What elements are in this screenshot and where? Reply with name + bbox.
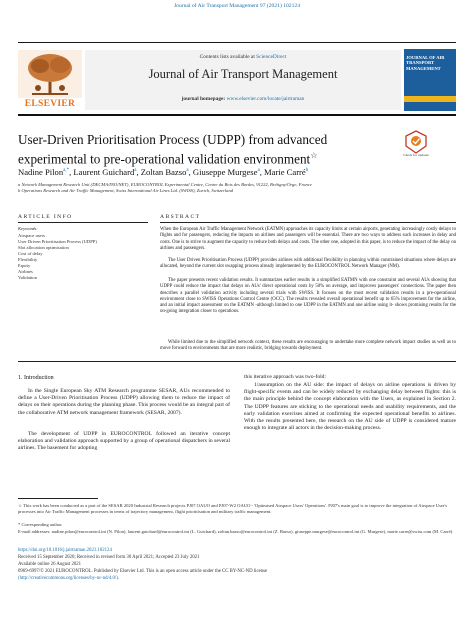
abstract-bottom-rule	[18, 361, 456, 362]
keyword: Airspace users	[18, 233, 45, 238]
license-url[interactable]: (http://creativecommons.org/licenses/by-nc-nd/4.0/).	[18, 576, 120, 581]
keyword: Validation	[18, 275, 37, 280]
homepage-prefix: journal homepage:	[181, 96, 227, 102]
publisher-wordmark[interactable]: ELSEVIER	[24, 99, 76, 109]
author-affiliation-mark: a	[186, 168, 189, 174]
abstract-paragraph: The User Driven Prioritisation Process (UDPP) provides airlines with additional flexibility in planning within constrained situations where delays are allocated, beyond the current slot swapping process already implemented by the EUROCONTROL Network Manager (NM).	[160, 258, 456, 270]
author-name[interactable]: Giuseppe Murgese	[192, 167, 258, 177]
keyword: Airlines	[18, 269, 33, 274]
footnote-rule	[18, 498, 98, 499]
elsevier-tree-logo	[18, 50, 82, 106]
abstract-paragraph: The paper presents recent validation results. It summarizes earlier results in a simplified EATMN with one constraint and several AUs showing that UDPP could reduce the impact that delays on AUs' direct operational costs by 50% on average, and improves passengers' connections. The paper then describes a parallel validation activity including several trials with SWISS. It focuses on the most recent validation results in a pre-operational environment close to SWISS Operations Control Centre (OCC). The results revealed overall operational benefit up to 65% improvement for the airline, and an initial impact assessment on the EATMN -although limited to one UDPP in the EATMN and one airline using it- shows promising results for the on-going integration closer to operations.	[160, 278, 456, 315]
doi-link	[18, 548, 456, 555]
issn-copyright: 0969-6997/© 2021 EUROCONTROL. Published by Elsevier Ltd. This is an open access article under the CC BY-NC-ND license	[18, 569, 268, 574]
cover-stripe	[404, 96, 456, 102]
body-paragraph: this iterative approach was two-fold:	[244, 374, 327, 380]
received-dates: Received 15 September 2020; Received in revised form 30 April 2021; Accepted 23 July 2021	[18, 555, 200, 560]
contents-line	[85, 54, 401, 60]
body-paragraph: 1/assumption on the AU side: the impact of delays on airline operations is driven by flight-specific events and can be widely reduced by exchanging delay between flights: this is the main principle behind the concept elaboration with the Users, as explained in Section 2. The UDPP features are sticking to the operational needs and usability requirements, and the early validation exercises aimed at confirming the expected operational benefits to airlines. With the results presented here, the research on the AU side of UDPP is considered mature enough to integrate all actors in the decision-making process.	[244, 382, 456, 432]
contents-prefix: Contents lists available at	[199, 54, 257, 60]
title-footnote: ☆ This work has been conducted as a part of the SESAR 2020 Industrial Research projects PJ07 OAUO and PJ07-W2 OAUO - 'Optimised Airspace Users' Operations'. PJ07's main goal is to improve the integration of Airspace User's processes into Air Traffic Management processes in terms of trajectory management, flight prioritisation and military traffic management.	[18, 503, 448, 514]
corresponding-author-note: * Corresponding author.	[18, 522, 63, 527]
journal-title: Journal of Air Transport Management	[148, 67, 338, 81]
keyword: User Driven Prioritisation Process (UDPP)	[18, 239, 97, 244]
author-list: Nadine Pilon$^{a,*}$, Laurent Guichard$^a$, Zoltan Bazso$^a$, Giuseppe Murgese$^a$, Marie Carré$^b$	[18, 167, 309, 177]
body-paragraph: In the Single European Sky ATM Research programme SESAR, AUs recommended to define a User-Driven Prioritisation Process (UDPP) allowing them to reduce the impact of delays on their operations during the planning phase. This process would be an integral part of the collaborative ATM network management framework (SESAR, 2007).	[18, 388, 230, 416]
keywords-label: Keywords:	[18, 226, 38, 231]
header-bottom-rule	[18, 114, 456, 116]
article-info-rule	[18, 222, 148, 223]
author-affiliation-mark: a	[134, 168, 137, 174]
keyword: Cost of delay	[18, 251, 43, 256]
article-title	[18, 132, 388, 167]
homepage-link[interactable]: www.elsevier.com/locate/jairtraman	[226, 96, 305, 102]
email-addresses[interactable]: E-mail addresses: nadine.pilon@eurocontrol.int (N. Pilon), laurent.guichard@eurocontrol.int (L. Guichard), zoltan.bazso@eurocontrol.int (Z. Bazso), giuseppe.murgese@eurocontrol.int (G. Murgese), marie.carre@swiss.com (M. Carré).	[18, 529, 454, 534]
abstract-rule	[160, 222, 456, 223]
author-affiliation-mark: a,*	[63, 168, 70, 174]
author-name[interactable]: Marie Carré	[263, 167, 306, 177]
keyword: Equity	[18, 263, 31, 268]
title-footnote-star[interactable]: ☆	[310, 151, 318, 160]
doi-url[interactable]: https://doi.org/10.1016/j.jairtraman.2021.102124	[18, 548, 112, 553]
check-for-updates-label: Check for updates	[403, 153, 429, 157]
keyword: Flexibility	[18, 257, 38, 262]
author-name[interactable]: Zoltan Bazso	[140, 167, 187, 177]
author-name[interactable]: Nadine Pilon	[18, 167, 64, 177]
affiliation: b Operations Research and Air Traffic Management, Swiss International Air Lines Ltd. (SWISS), Zurich, Switzerland	[18, 188, 234, 193]
affiliation: a Network Management Research Unit (DECMA/INO/NET), EUROCONTROL Experimental Centre, Centre du Bois des Bordes, 91222, Brétigny/Orge, France	[18, 182, 312, 187]
header-top-rule	[18, 42, 456, 43]
sciencedirect-link[interactable]: ScienceDirect	[256, 54, 287, 60]
keyword: Slot allocation optimisation	[18, 245, 69, 250]
abstract-paragraph: When the European Air Traffic Management Network (EATMN) approaches its capacity limits at certain airports, generating increasingly costly delays to flights and for passengers, reducing the impacts on airlines and passengers will be essential. There are two ways to address such increases in delay and costs. One is to strive to augment the capacity to reduce both delays and costs. The other one, adopted in this paper, is to reduce the impact of the delay on airlines and passengers.	[160, 227, 456, 251]
author-name[interactable]: Laurent Guichard	[73, 167, 135, 177]
abstract-paragraph: While limited due to the simplified network context, these results are encouraging to undertake more complete network impact studies as well as to move forward to environments that are more realistic, bridging towards deployment.	[160, 340, 456, 352]
article-title-text: User-Driven Prioritisation Process (UDPP) from advanced experimental to pre-operational validation environment	[18, 132, 328, 167]
body-paragraph: The development of UDPP in EUROCONTROL followed an iterative concept elaboration and validation approach supported by a group of operational dispatchers in several airlines. The basement for adopting	[18, 431, 230, 452]
homepage-line	[85, 96, 401, 102]
author-affiliation-mark: a	[257, 168, 260, 174]
section-heading: 1. Introduction	[18, 375, 54, 381]
article-info-heading: ARTICLE INFO	[18, 214, 73, 220]
author-affiliation-mark: b	[305, 168, 309, 174]
journal-reference[interactable]: Journal of Air Transport Management 97 (2021) 102124	[173, 3, 300, 9]
journal-cover-title: JOURNAL OF AIR TRANSPORT MANAGEMENT	[406, 55, 445, 71]
license-link	[18, 576, 456, 583]
available-online: Available online 26 August 2021	[18, 562, 82, 567]
abstract-heading: ABSTRACT	[160, 214, 201, 220]
